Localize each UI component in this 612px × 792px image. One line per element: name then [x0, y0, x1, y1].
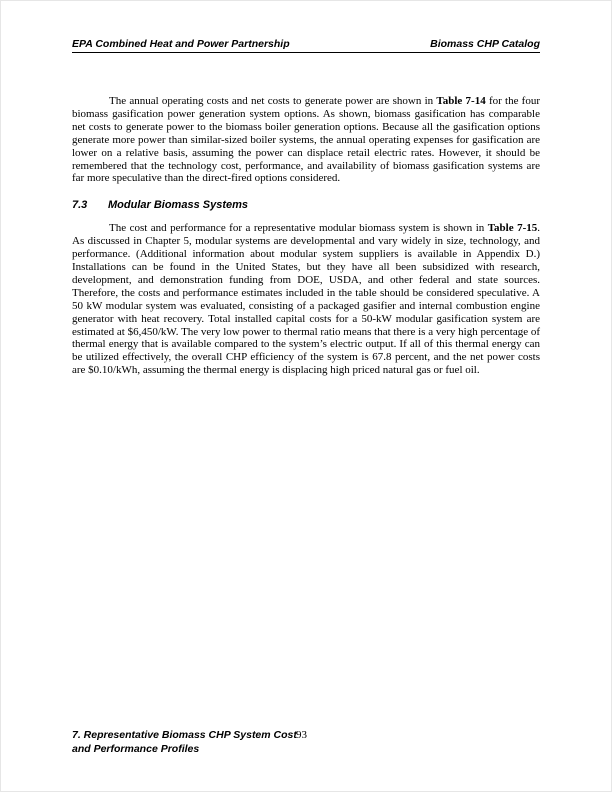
- paragraph-gasification-costs: [72, 95, 540, 185]
- paragraph-gasification-costs-seg-0: The annual operating costs and net costs to generate power are shown in: [109, 95, 437, 107]
- page-body: [72, 95, 540, 390]
- paragraph-modular-systems-seg-0: The cost and performance for a representative modular biomass system is shown in: [109, 222, 488, 235]
- paragraph-gasification-costs-seg-2: for the four biomass gasification power generation system options. As shown, biomass gasification has comparable net costs to generate power to the biomass boiler generation options. Because all the gasification options generate more power than similar-sized boiler systems, the annual operating expenses for gasification are lower on a relative basis, assuming the power can displace retail electric rates. However, it should be remembered that the technology cost, performance, and availability of biomass gasification systems are far more speculative than the direct-fired options considered.: [72, 95, 541, 185]
- page-footer: [72, 729, 540, 756]
- section-number: 7.3: [72, 199, 88, 212]
- table-7-14-reference: Table 7-14: [436, 95, 486, 107]
- footer-chapter-title: [72, 729, 312, 756]
- page-number: 93: [296, 729, 307, 741]
- paragraph-modular-systems-seg-2: . As discussed in Chapter 5, modular systems are developmental and vary widely in size, technology, and performance. (Additional information about modular system suppliers is available in Appendix D.) Installations can be found in the United States, but they have all been subsidized with research, development, and demonstration funding from DOE, USDA, and other federal and state sources. Therefore, the costs and performance estimates included in the table should be considered speculative. A 50 kW modular system was evaluated, consisting of a packaged gasifier and internal combustion engine generator with heat recovery. Total installed capital costs for a 50-kW modular gasification system are estimated at $6,450/kW. The very low power to thermal ratio means that there is a very high percentage of thermal energy that is available compared to the system’s electric output. If all of this thermal energy can be utilized effectively, the overall CHP efficiency of the system is 67.8 percent, and the net power costs are $0.10/kWh, assuming the thermal energy is displacing high priced natural gas or fuel oil.: [72, 222, 541, 377]
- page-header: [72, 38, 540, 50]
- paragraph-modular-systems: [72, 222, 540, 377]
- header-title-right: Biomass CHP Catalog: [430, 38, 540, 50]
- header-title-left: EPA Combined Heat and Power Partnership: [72, 38, 290, 50]
- footer-chapter-title-line2: and Performance Profiles: [72, 742, 200, 755]
- section-heading-7-3: [72, 199, 540, 212]
- table-7-15-reference: Table 7-15: [487, 222, 538, 235]
- section-title: Modular Biomass Systems: [108, 199, 248, 212]
- footer-chapter-title-line1: 7. Representative Biomass CHP System Cost: [72, 729, 297, 741]
- header-divider: [72, 52, 540, 53]
